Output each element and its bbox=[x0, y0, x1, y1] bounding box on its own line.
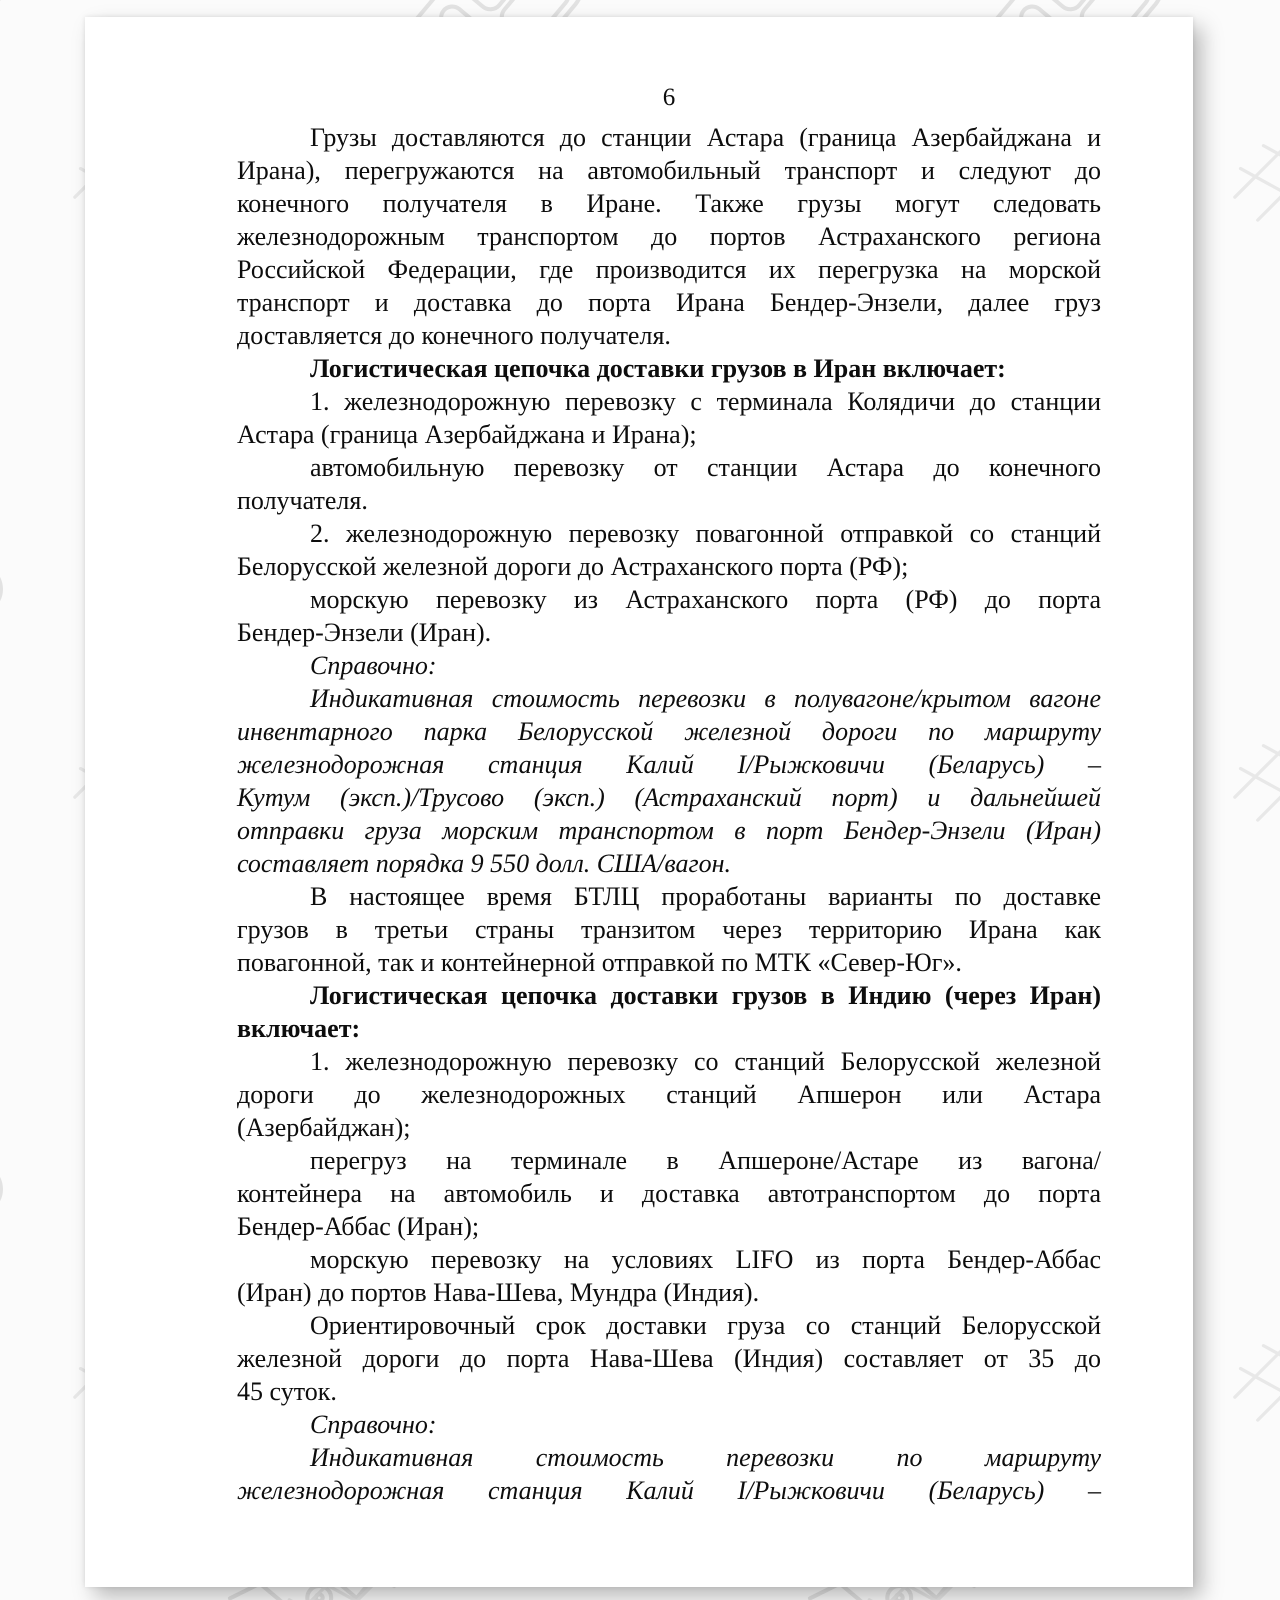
text-line: Белорусской железной дороги до Астраханского порта (РФ); bbox=[237, 552, 909, 581]
paragraph bbox=[237, 1243, 1101, 1309]
text-line: 45 суток. bbox=[237, 1377, 337, 1406]
paragraph bbox=[237, 1441, 1101, 1507]
text-line: Ирана), перегружаются на автомобильный транспорт и следуют до bbox=[237, 156, 1101, 185]
text-line: перегруз на терминале в Апшероне/Астаре из вагона/ bbox=[310, 1146, 1101, 1175]
paragraph bbox=[237, 352, 1101, 385]
text-line: составляет порядка 9 550 долл. США/вагон. bbox=[237, 849, 732, 878]
text-line: Логистическая цепочка доставки грузов в Иран включает: bbox=[310, 354, 1006, 383]
text-line: включает: bbox=[237, 1014, 361, 1043]
text-line: Справочно: bbox=[310, 1410, 437, 1439]
tram-icon bbox=[0, 1090, 11, 1363]
railway-track-icon bbox=[1223, 641, 1280, 832]
text-line: железнодорожным транспортом до портов Астраханского региона bbox=[237, 222, 1101, 251]
text-line: Индикативная стоимость перевозки по маршруту bbox=[310, 1443, 1101, 1472]
text-line: 1. железнодорожную перевозку с терминала Колядичи до станции bbox=[310, 387, 1101, 416]
text-line: конечного получателя в Иране. Также грузы могут следовать bbox=[237, 189, 1101, 218]
paragraph bbox=[237, 1045, 1101, 1144]
paragraph bbox=[237, 385, 1101, 451]
text-line: Логистическая цепочка доставки грузов в Индию (через Иран) bbox=[310, 981, 1101, 1010]
text-line: (Иран) до портов Нава-Шева, Мундра (Индия). bbox=[237, 1278, 760, 1307]
paragraph bbox=[237, 583, 1101, 649]
text-line: Кутум (эксп.)/Трусово (эксп.) (Астраханский порт) и дальнейшей bbox=[237, 783, 1101, 812]
text-line: инвентарного парка Белорусской железной дороги по маршруту bbox=[237, 717, 1101, 746]
text-line: железнодорожная станция Калий I/Рыжковичи (Беларусь) – bbox=[237, 1476, 1101, 1505]
text-line: морскую перевозку на условиях LIFO из порта Бендер-Аббас bbox=[310, 1245, 1101, 1274]
paragraph bbox=[237, 1408, 1101, 1441]
text-line: транспорт и доставка до порта Ирана Бендер-Энзели, далее груз bbox=[237, 288, 1101, 317]
text-line: отправки груза морским транспортом в порт Бендер-Энзели (Иран) bbox=[237, 816, 1101, 845]
text-line: 2. железнодорожную перевозку повагонной отправкой со станций bbox=[310, 519, 1101, 548]
text-line: Ориентировочный срок доставки груза со станций Белорусской bbox=[310, 1311, 1101, 1340]
paragraph bbox=[237, 649, 1101, 682]
text-line: Справочно: bbox=[310, 651, 437, 680]
text-line: Индикативная стоимость перевозки в полувагоне/крытом вагоне bbox=[310, 684, 1101, 713]
text-line: железной дороги до порта Нава-Шева (Индия) составляет от 35 до bbox=[237, 1344, 1101, 1373]
text-line: получателя. bbox=[237, 486, 368, 515]
text-line: Астара (граница Азербайджана и Ирана); bbox=[237, 420, 697, 449]
text-line: контейнера на автомобиль и доставка автотранспортом до порта bbox=[237, 1179, 1101, 1208]
text-line: (Азербайджан); bbox=[237, 1113, 411, 1142]
text-line: 1. железнодорожную перевозку со станций Белорусской железной bbox=[310, 1047, 1101, 1076]
text-line: дороги до железнодорожных станций Апшерон или Астара bbox=[237, 1080, 1101, 1109]
text-line: Бендер-Аббас (Иран); bbox=[237, 1212, 480, 1241]
railway-track-icon bbox=[1223, 1241, 1280, 1432]
text-line: Российской Федерации, где производится их перегрузка на морской bbox=[237, 255, 1101, 284]
tram-icon bbox=[0, 490, 11, 763]
paragraph bbox=[237, 121, 1101, 352]
paragraph bbox=[237, 517, 1101, 583]
text-line: Грузы доставляются до станции Астара (граница Азербайджана и bbox=[310, 123, 1101, 152]
text-line: морскую перевозку из Астраханского порта (РФ) до порта bbox=[310, 585, 1101, 614]
text-line: доставляется до конечного получателя. bbox=[237, 321, 671, 350]
text-line: В настоящее время БТЛЦ проработаны варианты по доставке bbox=[310, 882, 1101, 911]
page-number: 6 bbox=[662, 84, 676, 111]
text-line: повагонной, так и контейнерной отправкой по МТК «Север-Юг». bbox=[237, 948, 962, 977]
document-body bbox=[237, 121, 1101, 1507]
text-line: автомобильную перевозку от станции Астара до конечного bbox=[310, 453, 1101, 482]
document-page bbox=[85, 17, 1193, 1587]
paragraph bbox=[237, 682, 1101, 880]
railway-track-icon bbox=[1223, 41, 1280, 232]
paragraph bbox=[237, 1144, 1101, 1243]
paragraph bbox=[237, 451, 1101, 517]
paragraph bbox=[237, 979, 1101, 1045]
text-line: железнодорожная станция Калий I/Рыжковичи (Беларусь) – bbox=[237, 750, 1101, 779]
paragraph bbox=[237, 1309, 1101, 1408]
text-line: грузов в третьи страны транзитом через территорию Ирана как bbox=[237, 915, 1101, 944]
tram-icon bbox=[0, 0, 11, 163]
page-content bbox=[237, 81, 1101, 1507]
text-line: Бендер-Энзели (Иран). bbox=[237, 618, 492, 647]
paragraph bbox=[237, 880, 1101, 979]
